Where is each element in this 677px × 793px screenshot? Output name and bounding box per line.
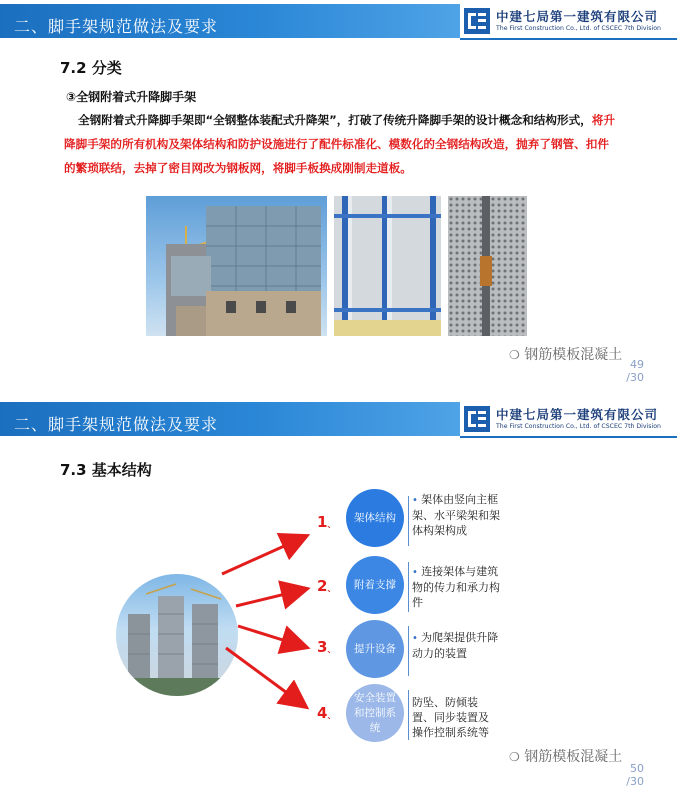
item-number-1: 1、 bbox=[317, 513, 336, 531]
steel-mesh-photo bbox=[448, 196, 527, 336]
item-desc-4: 防坠、防倾装置、同步装置及操作控制系统等 bbox=[412, 696, 489, 739]
item-number-2: 2、 bbox=[317, 577, 336, 595]
arrow-1 bbox=[222, 538, 302, 574]
wechat-icon: ❍ bbox=[509, 348, 520, 362]
header-title: 二、脚手架规范做法及要求 bbox=[14, 415, 219, 434]
company-name-en: The First Construction Co., Ltd. of CSCEC 7th Division bbox=[496, 423, 661, 430]
watermark-text: 钢筋模板混凝土 bbox=[524, 749, 623, 765]
node-frame-structure: 架体结构 bbox=[346, 489, 404, 547]
page-number bbox=[612, 762, 644, 788]
subheading: ③全钢附着式升降脚手架 bbox=[66, 90, 197, 104]
header-bar bbox=[0, 4, 460, 38]
page-current: 49 bbox=[630, 358, 644, 371]
page-total: /30 bbox=[626, 371, 644, 384]
item-desc-2: • 连接架体与建筑物的传力和承力构件 bbox=[412, 565, 500, 609]
watermark-text: 钢筋模板混凝土 bbox=[524, 347, 623, 363]
company-name-en: The First Construction Co., Ltd. of CSCEC 7th Division bbox=[496, 25, 661, 32]
company-name-cn: 中建七局第一建筑有限公司 bbox=[496, 9, 659, 24]
steel-frame-photo bbox=[334, 196, 441, 336]
divider-2 bbox=[408, 562, 409, 612]
arrows-layer bbox=[0, 398, 677, 793]
wechat-icon: ❍ bbox=[509, 750, 520, 764]
building-scaffold-photo bbox=[146, 196, 327, 336]
company-name-cn: 中建七局第一建筑有限公司 bbox=[496, 407, 659, 422]
arrow-2 bbox=[236, 590, 302, 606]
item-number-4: 4、 bbox=[317, 704, 336, 722]
watermark bbox=[509, 746, 622, 766]
header-title: 二、脚手架规范做法及要求 bbox=[14, 17, 219, 36]
item-desc-3: • 为爬架提供升降动力的装置 bbox=[412, 631, 499, 660]
para-black-text: 全钢附着式升降脚手架即“全钢整体装配式升降架”，打破了传统升降脚手架的设计概念和结构形式， bbox=[78, 113, 592, 127]
cscec-logo-icon bbox=[464, 8, 490, 34]
page-number bbox=[612, 358, 644, 384]
divider-1 bbox=[408, 496, 409, 546]
page-current: 50 bbox=[630, 762, 644, 775]
item-desc-1: • 架体由竖向主框架、水平梁架和架体构架构成 bbox=[412, 493, 500, 537]
watermark bbox=[509, 344, 622, 364]
arrow-4 bbox=[226, 648, 302, 704]
arrow-3 bbox=[238, 626, 302, 646]
para-red-text: 将升降脚手架的所有机构及架体结构和防护设施进行了配件标准化、模数化的全钢结构改造，抛弃了钢管、扣件的繁琐联结，去掉了密目网改为钢板网，将脚手板换成刚制走道板。 bbox=[64, 113, 615, 175]
section-title: 7.3 基本结构 bbox=[60, 461, 152, 479]
node-safety-control: 安全装置和控制系统 bbox=[346, 684, 404, 742]
slide-7-3 bbox=[0, 398, 677, 793]
node-lifting-device: 提升设备 bbox=[346, 620, 404, 678]
company-logo bbox=[460, 4, 677, 40]
section-title: 7.2 分类 bbox=[60, 59, 122, 77]
page-total: /30 bbox=[626, 775, 644, 788]
divider-4 bbox=[408, 690, 409, 740]
description-paragraph bbox=[64, 108, 620, 180]
node-attached-support: 附着支撑 bbox=[346, 556, 404, 614]
slide-header bbox=[0, 0, 677, 42]
item-number-3: 3、 bbox=[317, 638, 336, 656]
divider-3 bbox=[408, 626, 409, 676]
